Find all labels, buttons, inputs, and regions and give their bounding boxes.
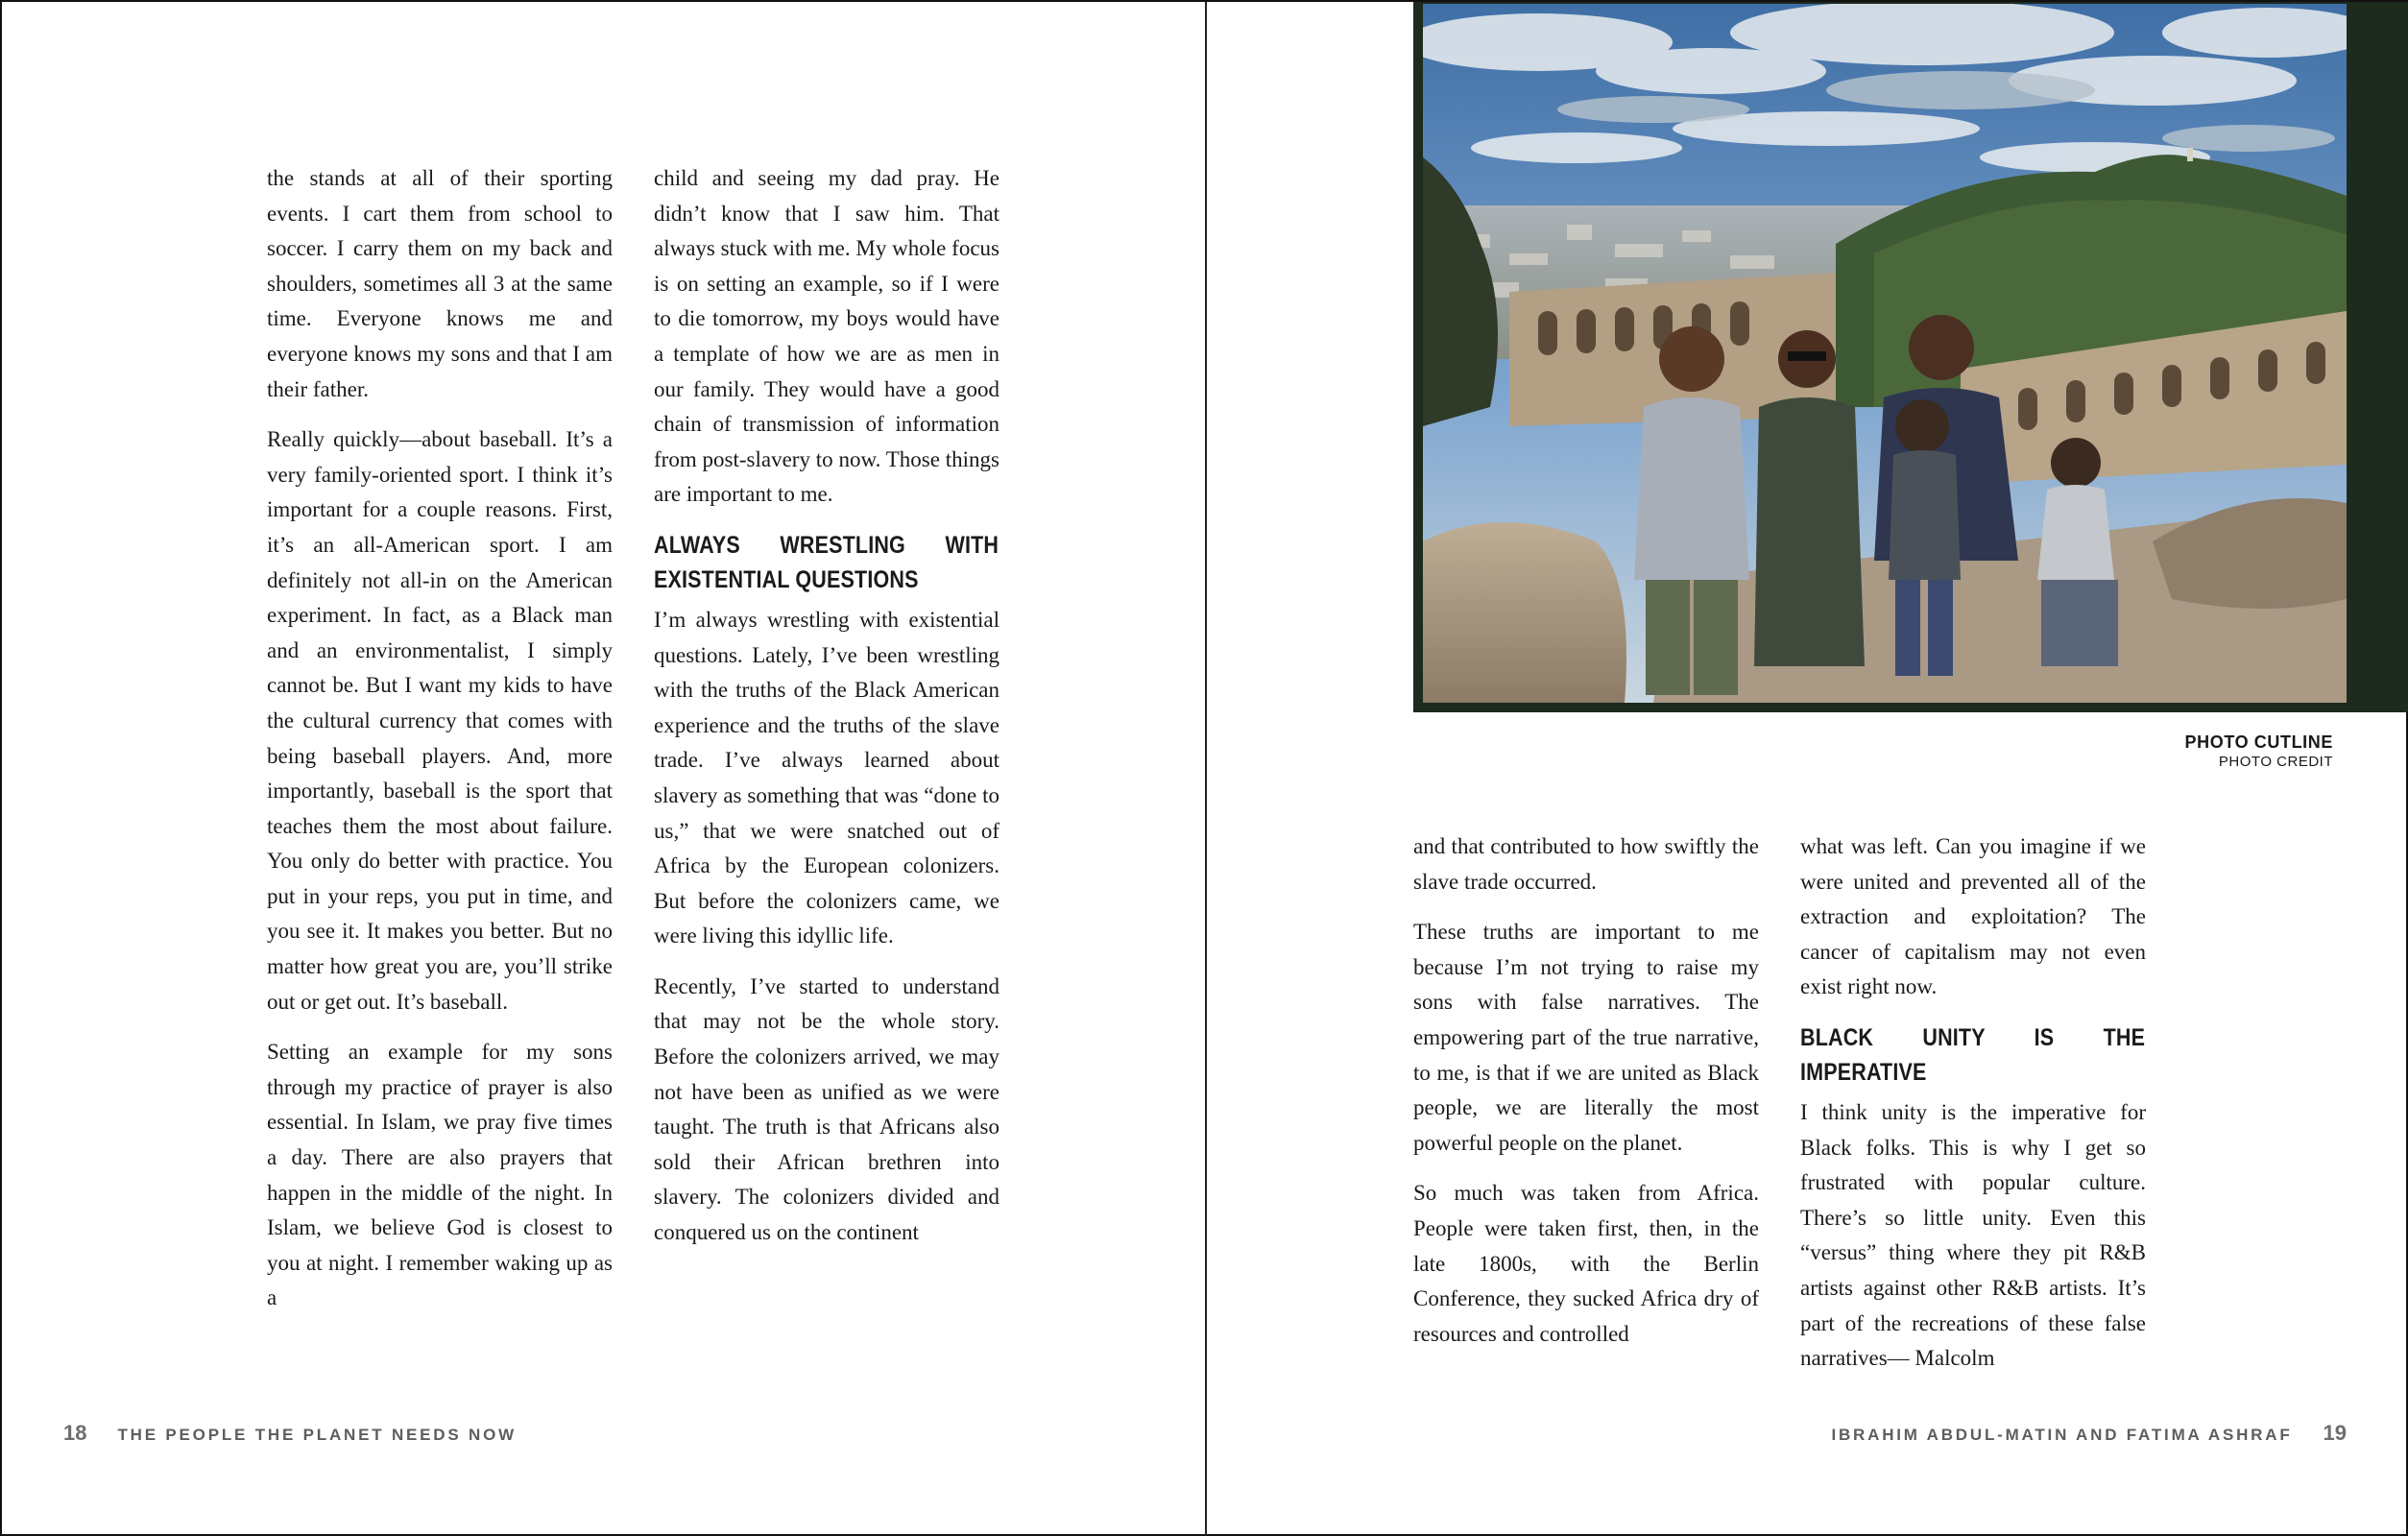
paragraph: I think unity is the imperative for Black folks. This is why I get so frustrated with popular culture. There’s so little unity. Even this “versus” thing where they pit R&B artists against other R&B artists. It’s part of the recreations of these false narratives— Malcolm [1800,1099,2146,1371]
page-number: 18 [63,1421,87,1445]
paragraph: Recently, I’ve started to understand that may not be the whole story. Before the colonizers arrived, we may not have been as unified as we were taught. The truth is that Africans also sold their African brethren into slavery. The colonizers divided and conquered us on the continent [654,973,999,1245]
paragraph: I’m always wrestling with existential questions. Lately, I’ve been wrestling with the truths of the Black American experience and the truths of the slave trade. I’ve always learned about slavery as something that was “done to us,” that we were snatched out of Africa by the European colonizers. But before the colonizers came, we were living this idyllic life. [654,607,999,948]
paragraph: what was left. Can you imagine if we were united and prevented all of the extraction and exploitation? The cancer of capitalism may not even exist right now. [1800,834,2146,999]
left-page-column-1 [267,161,613,1316]
photo-caption [2185,732,2333,772]
photo-frame [1413,2,2408,712]
paragraph: Setting an example for my sons through my practice of prayer is also essential. In Islam, we pray five times a day. There are also prayers that happen in the middle of the night. In Islam, we believe God is closest to you at night. I remember waking up as a [267,1040,613,1310]
right-folio [1831,1421,2347,1446]
paragraph: the stands at all of their sporting events. I cart them from school to soccer. I carry them on my back and shoulders, sometimes all 3 at the same time. Everyone knows me and everyone knows my sons and that I am their father. [267,166,613,401]
family-photo [1423,4,2347,703]
section-heading-unity: BLACK UNITY IS THE IMPERATIVE [1800,1023,2146,1086]
paragraph: So much was taken from Africa. People were taken first, then, in the late 1800s, with the Berlin Conference, they sucked Africa dry of resources and controlled [1413,1181,1759,1346]
running-head: THE PEOPLE THE PLANET NEEDS NOW [117,1426,517,1444]
page-gutter [1205,2,1207,1536]
left-folio [63,1421,517,1446]
photo-credit: PHOTO CREDIT [2218,754,2333,770]
right-page-column-1 [1413,829,1759,1352]
photo-cutline: PHOTO CUTLINE [2184,732,2333,752]
running-head: IBRAHIM ABDUL-MATIN AND FATIMA ASHRAF [1831,1426,2293,1444]
section-heading-existential: ALWAYS WRESTLING WITH EXISTENTIAL QUESTIONS [654,531,999,593]
paragraph: and that contributed to how swiftly the slave trade occurred. [1413,834,1759,894]
paragraph: These truths are important to me because I’m not trying to raise my sons with false narratives. The empowering part of the true narrative, to me, is that if we are united as Black people, we are literally the most powerful people on the planet. [1413,920,1759,1155]
right-page-column-2 [1800,829,2146,1377]
page-number: 19 [2323,1421,2347,1445]
left-page-column-2 [654,161,999,1251]
paragraph: child and seeing my dad pray. He didn’t know that I saw him. That always stuck with me. My whole focus is on setting an example, so if I were to die tomorrow, my boys would have a template of how we are as men in our family. They would have a good chain of transmission of information from post-slavery to now. Those things are important to me. [654,166,999,507]
paragraph: Really quickly—about baseball. It’s a very family-oriented sport. I think it’s important for a couple reasons. First, it’s an all-American sport. I am definitely not all-in on the American experiment. In fact, as a Black man and an environmentalist, I simply cannot be. But I want my kids to have the cultural currency that comes with being baseball players. And, more importantly, baseball is the sport that teaches them the most about failure. You only do better with practice. You put in your reps, you put in time, and you see it. It makes you better. But no matter how great you are, you’ll strike out or get out. It’s baseball. [267,427,613,1014]
